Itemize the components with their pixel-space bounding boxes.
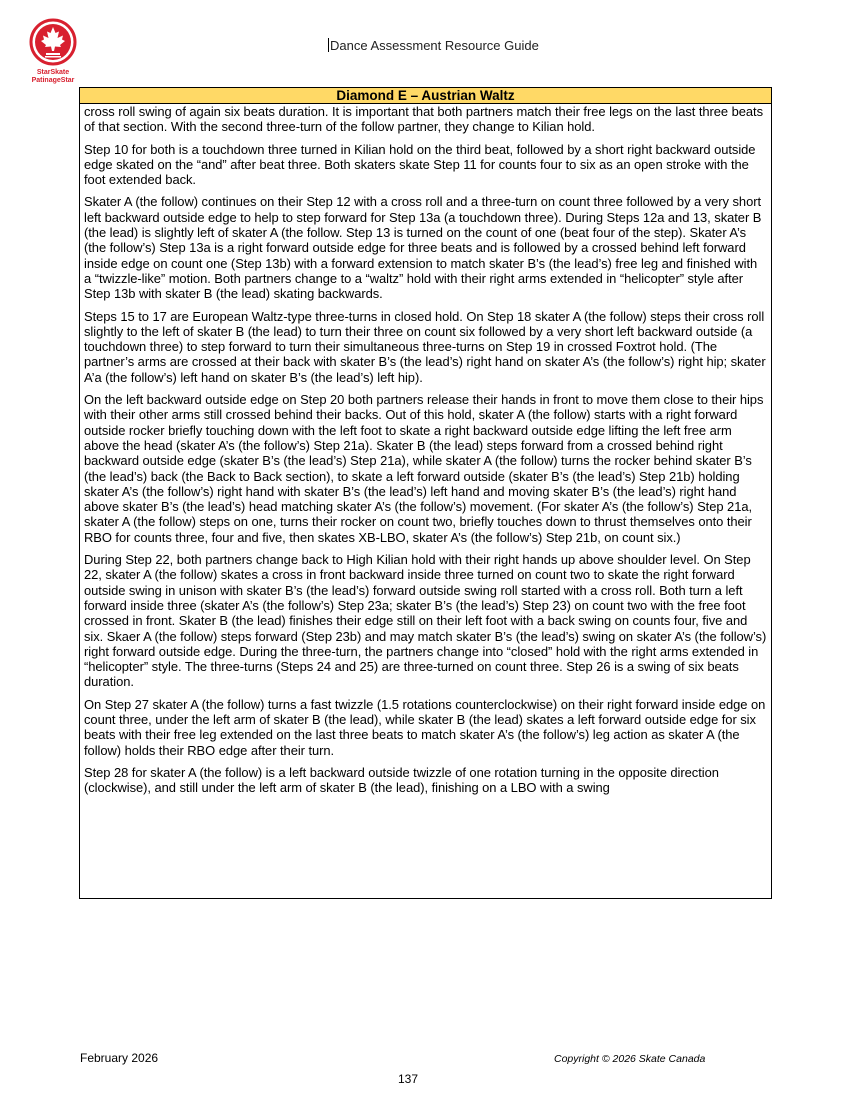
logo-text-english: StarSkate <box>36 69 70 76</box>
footer-date: February 2026 <box>80 1051 159 1065</box>
body-text <box>80 104 771 795</box>
header-title-text: Dance Assessment Resource Guide <box>330 38 539 53</box>
paragraph: Step 28 for skater A (the follow) is a left backward outside twizzle of one rotation turning in the opposite direction (clockwise), and still under the left arm of skater B (the lead), finishing on a LBO with a swing <box>84 764 719 796</box>
section-title: Diamond E – Austrian Waltz <box>80 88 771 104</box>
logo-text-french: PatinageStar <box>31 77 75 84</box>
footer-copyright: Copyright © 2026 Skate Canada <box>554 1053 706 1065</box>
paragraph: On the left backward outside edge on Step 20 both partners release their hands in front to move them close to their hips with their other arms still crossed behind their backs. Out of this hold, skater A (the follow) starts with a right forward outside rocker briefly touching down with the left foot to skate a right backward outside edge lifting the left free arm above the head (skater A’s (the follow’s) Step 21a). Skater B (the lead) steps forward from a crossed behind right backward outside edge (skater B’s (the lead’s) Step 21a), while skater A (the follow) turns the rocker behind skater B’s (the lead’s) back (the Back to Back section), to skate a left forward outside (skater B’s (the lead’s) Step 21b) holding skater A’s (the follow’s) right hand with skater B’s (the lead’s) left hand and moving skater B’s (the lead’s) right hand above skater B’s (the lead’s) head matching skater A’s (the follow’s) movement. (For skater A’s (the follow’s) Step 21a, skater A (the follow) steps on one, turns their rocker on count two, briefly touches down to thrust themselves onto their RBO for counts three, four and five, then skates XB-LBO, skater A’s (the follow’s) Step 21b, on count six.) <box>84 392 764 545</box>
text-cursor <box>328 38 329 52</box>
paragraph: cross roll swing of again six beats duration. It is important that both partners match their free legs on the last three beats of that section. With the second three-turn of the follow partner, they change to Kilian hold. <box>84 104 764 135</box>
content-box <box>79 87 772 899</box>
maple-leaf-badge-icon <box>22 18 84 68</box>
paragraph: Skater A (the follow) continues on their Step 12 with a cross roll and a three-turn on count three followed by a very short left backward outside edge to help to step forward for Step 13a (a touchdown three). During Steps 12a and 13, skater B (the lead) is slightly left of skater A (the follow. Step 13 is turned on the count of one (beat four of the step). Skater A’s (the follow’s) Step 13a is a right forward outside edge for three beats and is followed by a crossed behind left forward inside edge on count one (Step 13b) with a forward extension to match skater B’s (the lead’s) free leg and finished with a “twizzle-like” motion. Both partners change to a “waltz” hold with their right arms extended in “helicopter” style after Step 13b with skater B (the lead) skating backwards. <box>84 194 762 302</box>
page-number: 137 <box>398 1072 419 1086</box>
paragraph: Steps 15 to 17 are European Waltz-type three-turns in closed hold. On Step 18 skater A (the follow) steps their cross roll slightly to the left of skater B (the lead) to turn their three on count six followed by a very short left backward outside (a touchdown three) to step forward to turn their simultaneous three-turns on Step 19 in crossed Foxtrot hold. (The partner’s arms are crossed at their back with skater B’s (the lead’s) right hand on skater A’s (the follow’s) right hip; skater A’a (the follow’s) left hand on skater B’s (the lead’s) left hip). <box>84 308 766 385</box>
paragraph: During Step 22, both partners change back to High Kilian hold with their right hands up above shoulder level. On Step 22, skater A (the follow) skates a cross in front backward inside three turned on count two to skate the right forward outside swing in unison with skater B’s (the lead’s) forward outside swing roll started with a cross roll. Both turn a left forward inside three (skater A’s (the follow’s) Step 23a; skater B’s (the lead’s) Step 23) on count two with the free foot crossed in front. Skater B (the lead) finishes their edge still on their left foot with a back swing on counts four, five and six. Skaer A (the follow) steps forward (Step 23b) and may match skater B’s (the lead’s) swing on skater A’s (the follow’s) right forward outside edge. During the three-turn, the partners change into “closed” hold with the right arms extended in “helicopter” style. The three-turns (Steps 24 and 25) are three-turned on count three. Step 26 is a swing of six beats duration. <box>84 552 767 690</box>
document-header-title <box>328 38 539 53</box>
starskate-logo <box>22 18 82 86</box>
paragraph: On Step 27 skater A (the follow) turns a fast twizzle (1.5 rotations counterclockwise) on their right forward inside edge on count three, under the left arm of skater B (the lead), while skater B (the lead) skates a left forward outside edge for six beats with their free leg extended on the last three beats to match skater A’s (the follow’s) leg action as skater A (the follow) holds their RBO edge after their turn. <box>84 696 766 758</box>
paragraph: Step 10 for both is a touchdown three turned in Kilian hold on the third beat, followed by a short right backward outside edge skated on the “and” after beat three. Both skaters skate Step 11 for counts four to six as an open stroke with the foot extended back. <box>84 141 756 188</box>
